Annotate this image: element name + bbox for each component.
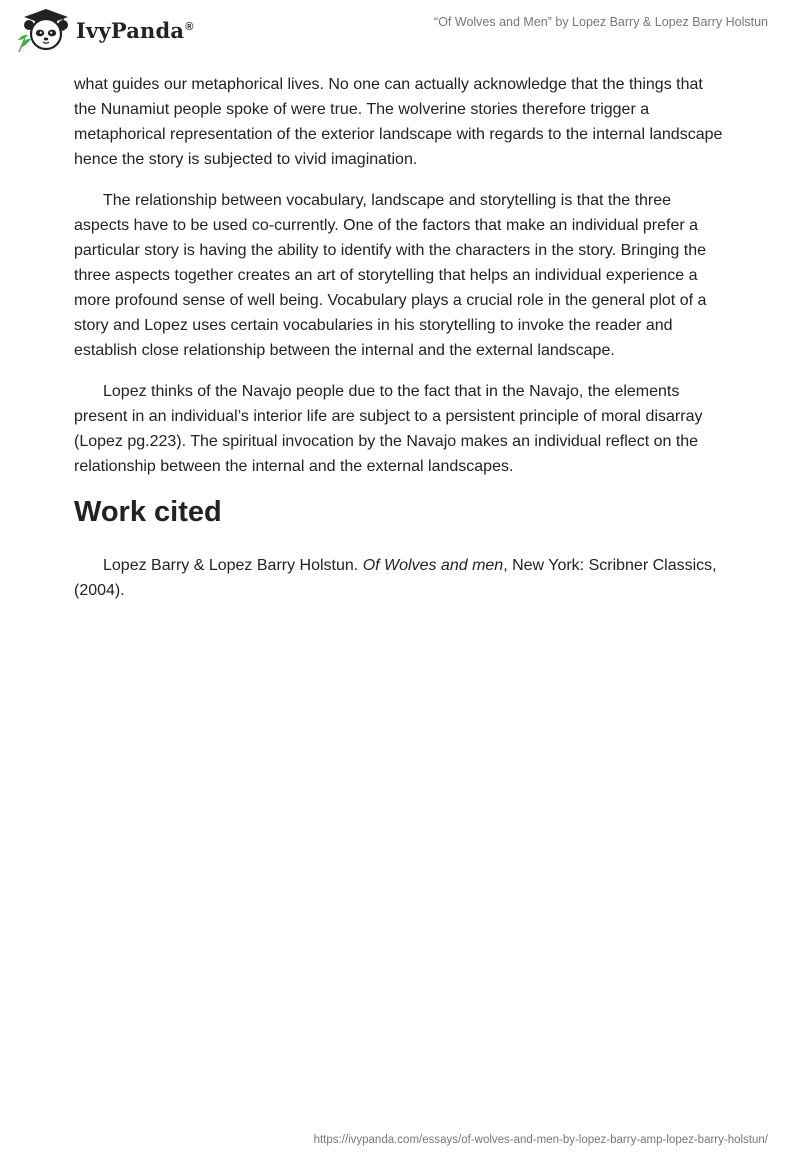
citation-authors: Lopez Barry & Lopez Barry Holstun. — [103, 557, 363, 574]
paragraph-1: what guides our metaphorical lives. No one can actually acknowledge that the things that the Nunamiut people spoke of were true. The wolverine stories therefore trigger a metaphorical representation of the exterior landscape with regards to the internal landscape hence the story is subjected to vivid imagination. — [74, 76, 723, 168]
logo-text: IvyPanda® — [76, 17, 194, 43]
citation-entry — [74, 553, 724, 603]
registered-mark: ® — [185, 20, 194, 33]
source-url[interactable]: https://ivypanda.com/essays/of-wolves-and-men-by-lopez-barry-amp-lopez-barry-holstun/ — [313, 1134, 768, 1146]
paragraph-2: The relationship between vocabulary, landscape and storytelling is that the three aspects have to be used co-currently. One of the factors that make an individual prefer a particular story is having the ability to identify with the characters in the story. Bringing the three aspects together creates an art of storytelling that helps an individual experience a more profound sense of well being. Vocabulary plays a crucial role in the general plot of a story and Lopez uses certain vocabularies in his storytelling to invoke the reader and establish close relationship between the internal and the external landscape. — [74, 192, 707, 359]
essay-body — [74, 72, 724, 603]
page-header — [0, 0, 800, 70]
paragraph-3: Lopez thinks of the Navajo people due to the fact that in the Navajo, the elements present in an individual’s interior life are subject to a persistent principle of moral disarray (Lopez pg.223). The spiritual invocation by the Navajo makes an individual reflect on the relationship between the internal and the external landscapes. — [74, 383, 703, 475]
citation-publisher: , New York: Scribner Classics, (2004). — [74, 557, 717, 599]
works-cited-heading: Work cited — [74, 496, 222, 528]
citation-title: Of Wolves and men — [362, 557, 504, 574]
running-title: “Of Wolves and Men” by Lopez Barry & Lopez Barry Holstun — [434, 15, 768, 29]
panda-graduate-icon — [16, 8, 70, 52]
ivypanda-logo[interactable] — [16, 8, 194, 52]
